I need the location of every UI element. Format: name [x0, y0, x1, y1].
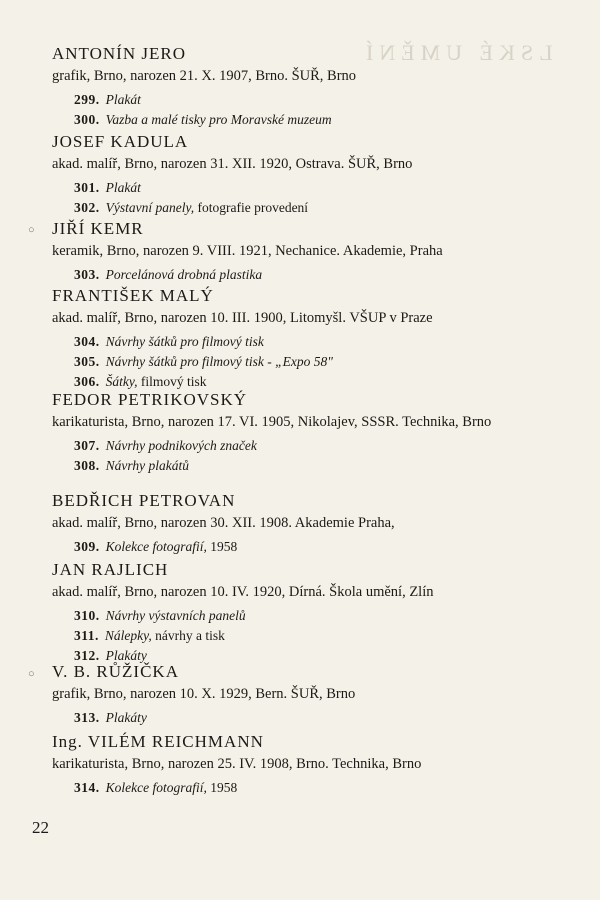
- work-item: [74, 352, 552, 372]
- artist-name: JOSEF KADULA: [52, 132, 189, 151]
- work-number: 311.: [74, 628, 99, 643]
- artist-bio: akad. malíř, Brno, narozen 31. XII. 1920, Ostrava. ŠUŘ, Brno: [52, 156, 413, 172]
- work-extra: návrhy a tisk: [151, 628, 225, 643]
- work-extra: filmový tisk: [137, 374, 207, 389]
- work-number: 314.: [74, 780, 100, 795]
- margin-mark-icon: ○: [28, 224, 35, 236]
- artist-bio: karikaturista, Brno, narozen 17. VI. 1905, Nikolajev, SSSR. Technika, Brno: [52, 414, 492, 430]
- work-number: 307.: [74, 438, 100, 453]
- works-list: [74, 436, 552, 476]
- artist-name: Ing. VILÉM REICHMANN: [52, 732, 264, 751]
- work-number: 299.: [74, 92, 100, 107]
- artist-bio: keramik, Brno, narozen 9. VIII. 1921, Nechanice. Akademie, Praha: [52, 243, 443, 259]
- artist-entry: [52, 132, 552, 218]
- artist-entry: [52, 491, 552, 557]
- works-list: [74, 537, 552, 557]
- artist-entry: [52, 662, 552, 728]
- work-item: [74, 198, 552, 218]
- work-title: Návrhy plakátů: [105, 458, 189, 473]
- artist-name: JIŘÍ KEMR: [52, 219, 144, 238]
- work-number: 302.: [74, 200, 100, 215]
- work-extra: fotografie provedení: [194, 200, 309, 215]
- work-title: Kolekce fotografií,: [105, 780, 207, 795]
- work-title: Šátky,: [105, 374, 138, 389]
- work-item: [74, 178, 552, 198]
- work-item: [74, 110, 552, 130]
- work-title: Plakáty: [105, 648, 147, 663]
- artist-bio: grafik, Brno, narozen 10. X. 1929, Bern. ŠUŘ, Brno: [52, 686, 356, 702]
- artist-bio: grafik, Brno, narozen 21. X. 1907, Brno. ŠUŘ, Brno: [52, 68, 357, 84]
- work-extra: 1958: [206, 539, 238, 554]
- bleed-through-text: LSKÉ UMĚNÍ: [360, 40, 553, 65]
- work-title: Výstavní panely,: [105, 200, 195, 215]
- works-list: [74, 265, 552, 285]
- work-title: Plakát: [105, 180, 141, 195]
- page-number: 22: [32, 818, 49, 837]
- work-item: [74, 456, 552, 476]
- artist-name: FRANTIŠEK MALÝ: [52, 286, 214, 305]
- work-title: Plakát: [105, 92, 141, 107]
- work-item: [74, 90, 552, 110]
- artist-entry: [52, 44, 552, 130]
- work-number: 300.: [74, 112, 100, 127]
- works-list: [74, 606, 552, 666]
- work-item: [74, 332, 552, 352]
- artist-entry: [52, 390, 552, 476]
- work-number: 305.: [74, 354, 100, 369]
- work-number: 304.: [74, 334, 100, 349]
- works-list: [74, 178, 552, 218]
- artist-bio: karikaturista, Brno, narozen 25. IV. 1908, Brno. Technika, Brno: [52, 756, 422, 772]
- artist-name: JAN RAJLICH: [52, 560, 169, 579]
- work-number: 313.: [74, 710, 100, 725]
- artist-entry: [52, 286, 552, 392]
- artist-bio: akad. malíř, Brno, narozen 30. XII. 1908. Akademie Praha,: [52, 515, 395, 531]
- work-number: 306.: [74, 374, 100, 389]
- work-item: [74, 537, 552, 557]
- work-item: [74, 372, 552, 392]
- work-title: Nálepky,: [104, 628, 152, 643]
- works-list: [74, 90, 552, 130]
- artist-name: ANTONÍN JERO: [52, 44, 186, 63]
- works-list: [74, 708, 552, 728]
- margin-mark-icon: ○: [28, 668, 35, 680]
- artist-entry: [52, 732, 552, 798]
- artist-entry: [52, 560, 552, 666]
- work-number: 301.: [74, 180, 100, 195]
- artist-name: V. B. RŮŽIČKA: [52, 662, 179, 681]
- work-number: 303.: [74, 267, 100, 282]
- artist-bio: akad. malíř, Brno, narozen 10. IV. 1920, Dírná. Škola umění, Zlín: [52, 584, 434, 600]
- artist-bio: akad. malíř, Brno, narozen 10. III. 1900, Litomyšl. VŠUP v Praze: [52, 310, 433, 326]
- work-title: Návrhy šátků pro filmový tisk: [105, 334, 264, 349]
- work-item: [74, 708, 552, 728]
- work-title: Porcelánová drobná plastika: [105, 267, 263, 282]
- work-title: Kolekce fotografií,: [105, 539, 207, 554]
- work-title: Návrhy šátků pro filmový tisk - „Expo 58": [105, 354, 333, 369]
- work-number: 308.: [74, 458, 100, 473]
- work-item: [74, 606, 552, 626]
- work-number: 309.: [74, 539, 100, 554]
- work-title: Plakáty: [105, 710, 147, 725]
- work-item: [74, 265, 552, 285]
- work-number: 310.: [74, 608, 100, 623]
- artist-name: FEDOR PETRIKOVSKÝ: [52, 390, 248, 409]
- works-list: [74, 778, 552, 798]
- work-title: Návrhy výstavních panelů: [105, 608, 246, 623]
- work-item: [74, 436, 552, 456]
- work-title: Vazba a malé tisky pro Moravské muzeum: [105, 112, 332, 127]
- work-item: [74, 626, 552, 646]
- work-item: [74, 778, 552, 798]
- artist-entry: [52, 219, 552, 285]
- work-extra: 1958: [206, 780, 238, 795]
- artist-name: BEDŘICH PETROVAN: [52, 491, 236, 510]
- work-title: Návrhy podnikových značek: [105, 438, 257, 453]
- works-list: [74, 332, 552, 392]
- work-number: 312.: [74, 648, 100, 663]
